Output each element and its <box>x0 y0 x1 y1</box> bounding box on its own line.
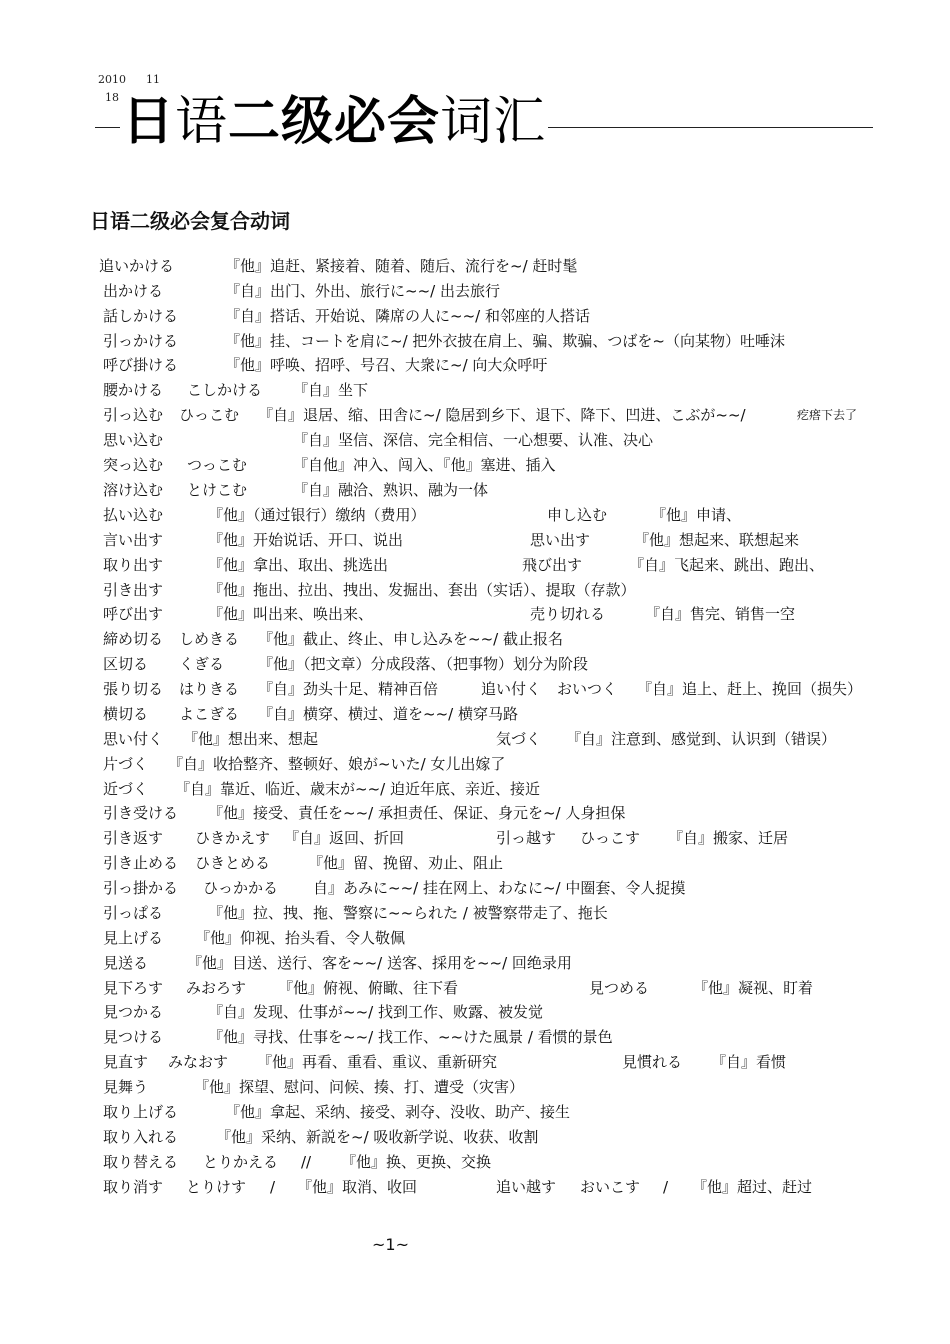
definition: 『自』返回、折回 <box>284 829 405 847</box>
definition: 『他』拖出、拉出、拽出、发掘出、套出（实话）、提取（存款） <box>208 581 636 599</box>
word: 追い付く <box>481 680 542 698</box>
definition: 『自』搭话、开始说、隣席の人に~~/ 和邻座的人搭话 <box>225 307 590 325</box>
definition: 『自』售完、销售一空 <box>645 605 796 623</box>
vocab-row <box>0 677 950 701</box>
title-part-4: 必会 <box>334 92 441 152</box>
definition: 『自』搬家、迁居 <box>668 829 789 847</box>
reading: とりかえる <box>203 1153 279 1171</box>
word: 取り出す <box>103 556 164 574</box>
word: 思い込む <box>103 431 164 449</box>
word: 見慣れる <box>622 1053 683 1071</box>
vocab-row <box>0 851 950 875</box>
title-part-2: 语 <box>175 92 229 152</box>
word: 引き受ける <box>103 804 179 822</box>
vocab-row <box>0 1050 950 1074</box>
vocab-row <box>0 254 950 278</box>
word: 引き止める <box>103 854 179 872</box>
definition: 『他』仰视、抬头看、令人敬佩 <box>195 929 406 947</box>
vocab-row <box>0 826 950 850</box>
vocab-row <box>0 752 950 776</box>
vocab-row <box>0 876 950 900</box>
reading: ひきとめる <box>195 854 271 872</box>
definition: 『他』换、更换、交换 <box>341 1153 492 1171</box>
vocab-row <box>0 353 950 377</box>
vocab-row <box>0 578 950 602</box>
reading: みおろす <box>186 979 247 997</box>
word: 引っ込む <box>103 406 164 424</box>
definition: 『自』出门、外出、旅行に~~/ 出去旅行 <box>225 282 500 300</box>
definition: 『他』（把文章）分成段落、（把事物）划分为阶段 <box>258 655 589 673</box>
word: 取り入れる <box>103 1128 179 1146</box>
definition: 『自』收拾整齐、整顿好、娘が~いた/ 女儿出嫁了 <box>168 755 506 773</box>
title-part-3: 二级 <box>228 92 335 152</box>
word: 突っ込む <box>103 456 164 474</box>
vocab-row <box>0 976 950 1000</box>
definition: 『他』接受、責任を~~/ 承担责任、保证、身元を~/ 人身担保 <box>208 804 626 822</box>
word: 言い出す <box>103 531 164 549</box>
reading: よこぎる <box>179 705 240 723</box>
document-title <box>120 92 548 152</box>
definition: 『自』看惯 <box>711 1053 787 1071</box>
vocab-row <box>0 1175 950 1199</box>
word: 申し込む <box>547 506 608 524</box>
header-month: 11 <box>146 73 160 86</box>
title-part-1: 日 <box>122 92 176 152</box>
definition: 『他』超过、赶过 <box>692 1178 813 1196</box>
definition: 『他』开始说话、开口、说出 <box>208 531 404 549</box>
header-year: 2010 <box>98 73 126 86</box>
vocab-row <box>0 1000 950 1024</box>
word: 思い出す <box>530 531 591 549</box>
vocab-row <box>0 478 950 502</box>
word: 横切る <box>103 705 149 723</box>
definition: 『他』再看、重看、重议、重新研究 <box>257 1053 498 1071</box>
vocab-row <box>0 503 950 527</box>
word: 見つかる <box>103 1003 164 1021</box>
definition: 『自』横穿、横过、道を~~/ 横穿马路 <box>258 705 518 723</box>
word: 見つめる <box>589 979 650 997</box>
word: 出かける <box>103 282 164 300</box>
section-heading: 日语二级必会复合动词 <box>90 209 290 233</box>
word: 売り切れる <box>530 605 606 623</box>
page-number: ~1~ <box>372 1235 409 1254</box>
word: 腰かける <box>103 381 164 399</box>
vocab-row <box>0 428 950 452</box>
definition: 『他』叫出来、唤出来、 <box>208 605 374 623</box>
separator: / <box>270 1178 276 1196</box>
word: 取り消す <box>103 1178 164 1196</box>
vocab-row <box>0 453 950 477</box>
reading: おいつく <box>557 680 618 698</box>
vocab-row <box>0 652 950 676</box>
word: 取り上げる <box>103 1103 179 1121</box>
definition: 『自』靠近、临近、歳末が~~/ 迫近年底、亲近、接近 <box>175 780 540 798</box>
word: 追いかける <box>99 257 175 275</box>
definition: 『他』想起来、联想起来 <box>634 531 800 549</box>
definition: 『自』退居、缩、田舎に~/ 隐居到乡下、退下、降下、凹进、こぶが~~/ <box>258 406 746 424</box>
word: 近づく <box>103 780 149 798</box>
vocab-row <box>0 378 950 402</box>
word: 引き出す <box>103 581 164 599</box>
reading: おいこす <box>580 1178 641 1196</box>
vocab-row <box>0 801 950 825</box>
word: 見直す <box>103 1053 149 1071</box>
vocab-row <box>0 403 950 427</box>
header-day: 18 <box>105 91 119 104</box>
vocab-row <box>0 926 950 950</box>
definition: 『自』飞起来、跳出、跑出、 <box>629 556 825 574</box>
vocab-row <box>0 602 950 626</box>
reading: くぎる <box>179 655 225 673</box>
word: 引っぱる <box>103 904 164 922</box>
reading: はりきる <box>179 680 240 698</box>
word: 見下ろす <box>103 979 164 997</box>
definition: 『他』（通过银行）缴纳（费用） <box>208 506 426 524</box>
definition: 『自』坚信、深信、完全相信、一心想要、认准、决心 <box>293 431 654 449</box>
word: 思い付く <box>103 730 164 748</box>
word: 引き返す <box>103 829 164 847</box>
word: 区切る <box>103 655 149 673</box>
reading: とけこむ <box>187 481 248 499</box>
reading: しめきる <box>179 630 240 648</box>
definition-tail: 疙瘩下去了 <box>797 408 858 422</box>
word: 引っ越す <box>496 829 557 847</box>
word: 張り切る <box>103 680 164 698</box>
definition: 『他』目送、送行、客を~~/ 送客、採用を~~/ 回绝录用 <box>187 954 572 972</box>
separator: / <box>663 1178 669 1196</box>
vocab-row <box>0 951 950 975</box>
definition: 『自』注意到、感觉到、认识到（错误） <box>566 730 837 748</box>
definition: 『他』探望、慰问、问候、揍、打、遭受（灾害） <box>194 1078 525 1096</box>
word: 取り替える <box>103 1153 179 1171</box>
vocab-row <box>0 727 950 751</box>
vocab-row <box>0 627 950 651</box>
reading: つっこむ <box>187 456 247 474</box>
word: 払い込む <box>103 506 164 524</box>
definition: 『自』劲头十足、精神百倍 <box>258 680 439 698</box>
word: 見つける <box>103 1028 164 1046</box>
vocab-row <box>0 1075 950 1099</box>
vocab-row <box>0 304 950 328</box>
definition: 『他』凝视、盯着 <box>693 979 814 997</box>
definition: 『他』留、挽留、劝止、阻止 <box>308 854 504 872</box>
definition: 『他』采纳、新説を~/ 吸收新学说、收获、收割 <box>216 1128 539 1146</box>
reading: ひっこむ <box>179 406 240 424</box>
definition: 『自』坐下 <box>293 381 369 399</box>
definition: 『他』俯视、俯瞰、往下看 <box>278 979 459 997</box>
definition: 『他』寻找、仕事を~~/ 找工作、~~けた風景 / 看惯的景色 <box>208 1028 613 1046</box>
word: 呼び掛ける <box>103 356 179 374</box>
word: 見舞う <box>103 1078 149 1096</box>
vocab-row <box>0 279 950 303</box>
reading: とりけす <box>186 1178 247 1196</box>
vocab-row <box>0 1100 950 1124</box>
reading: こしかける <box>187 381 263 399</box>
definition: 『自』发现、仕事が~~/ 找到工作、败露、被发觉 <box>208 1003 543 1021</box>
reading: みなおす <box>168 1053 229 1071</box>
word: 追い越す <box>496 1178 557 1196</box>
vocab-row <box>0 1150 950 1174</box>
vocab-row <box>0 1125 950 1149</box>
reading: ひきかえす <box>195 829 271 847</box>
word: 引っ掛かる <box>103 879 179 897</box>
vocab-row <box>0 553 950 577</box>
word: 片づく <box>103 755 149 773</box>
vocab-row <box>0 901 950 925</box>
definition: 『自他』冲入、闯入、『他』塞进、插入 <box>293 456 556 474</box>
definition: 『他』拿出、取出、挑选出 <box>208 556 389 574</box>
definition: 『自』融洽、熟识、融为一体 <box>293 481 489 499</box>
title-part-5: 词汇 <box>440 92 547 152</box>
definition: 『他』拿起、采纳、接受、剥夺、没收、助产、接生 <box>225 1103 571 1121</box>
reading: ひっかかる <box>203 879 279 897</box>
definition: 『他』追赶、紧接着、随着、随后、流行を~/ 赶时髦 <box>225 257 578 275</box>
vocab-row <box>0 528 950 552</box>
reading: ひっこす <box>580 829 641 847</box>
word: 締め切る <box>103 630 164 648</box>
word: 呼び出す <box>103 605 164 623</box>
word: 気づく <box>496 730 542 748</box>
word: 見送る <box>103 954 149 972</box>
vocab-row <box>0 329 950 353</box>
separator: // <box>301 1153 312 1171</box>
word: 引っかける <box>103 332 179 350</box>
definition: 『他』申请、 <box>651 506 742 524</box>
definition: 『他』挂、コートを肩に~/ 把外衣披在肩上、骗、欺骗、つばを~（向某物）吐唾沫 <box>225 332 785 350</box>
word: 飛び出す <box>522 556 583 574</box>
definition: 『他』拉、拽、拖、警察に~~られた / 被警察带走了、拖长 <box>208 904 608 922</box>
vocab-row <box>0 777 950 801</box>
definition: 『他』想出来、想起 <box>183 730 319 748</box>
vocab-row <box>0 702 950 726</box>
definition: 自』あみに~~/ 挂在网上、わなに~/ 中圈套、令人捉摸 <box>313 879 686 897</box>
word: 溶け込む <box>103 481 164 499</box>
definition: 『他』取消、收回 <box>297 1178 418 1196</box>
vocab-row <box>0 1025 950 1049</box>
word: 話しかける <box>103 307 179 325</box>
definition: 『自』追上、赶上、挽回（损失） <box>637 680 863 698</box>
definition: 『他』呼唤、招呼、号召、大衆に~/ 向大众呼吁 <box>225 356 548 374</box>
definition: 『他』截止、终止、申し込みを~~/ 截止报名 <box>258 630 563 648</box>
word: 見上げる <box>103 929 164 947</box>
